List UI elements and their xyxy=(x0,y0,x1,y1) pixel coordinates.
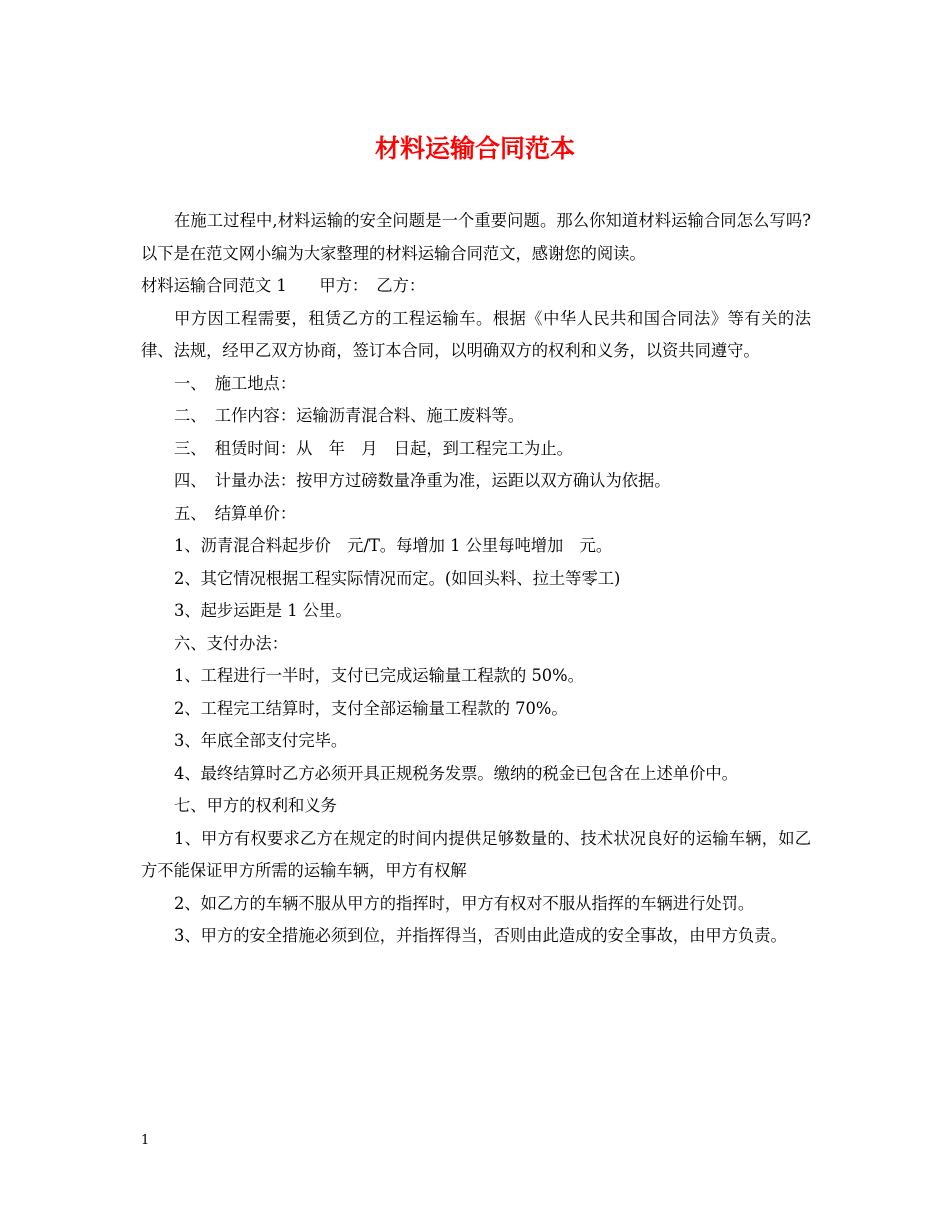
clause-1: 一、 施工地点： xyxy=(174,373,297,393)
clause-6-item-2: 2、工程完工结算时，支付全部运输量工程款的 70%。 xyxy=(174,698,568,718)
clause-2: 二、 工作内容：运输沥青混合料、施工废料等。 xyxy=(174,406,525,425)
parties-line: 材料运输合同范文 1 甲方： 乙方： xyxy=(141,276,426,295)
clause-5: 五、 结算单价： xyxy=(174,503,297,523)
clause-5-item-3: 3、起步运距是 1 公里。 xyxy=(174,601,352,620)
clause-5-item-1: 1、沥青混合料起步价 元/T。每增加 1 公里每吨增加 元。 xyxy=(174,536,613,555)
document-title: 材料运输合同范本 xyxy=(374,134,575,163)
document-body xyxy=(141,205,811,953)
preamble-paragraph: 甲方因工程需要，租赁乙方的工程运输车。根据《中华人民共和国合同法》等有关的法律、法规，经甲乙双方协商，签订本合同，以明确双方的权利和义务，以资共同遵守。 xyxy=(141,308,811,360)
clause-5-item-2: 2、其它情况根据工程实际情况而定。(如回头料、拉土等零工) xyxy=(174,568,621,588)
clause-7-item-1: 1、甲方有权要求乙方在规定的时间内提供足够数量的、技术状况良好的运输车辆，如乙方不能保证甲方所需的运输车辆，甲方有权解 xyxy=(141,828,811,880)
clause-7: 七、甲方的权利和义务 xyxy=(174,796,337,815)
intro-paragraph: 在施工过程中,材料运输的安全问题是一个重要问题。那么你知道材料运输合同怎么写吗?以下是在范文网小编为大家整理的材料运输合同范文，感谢您的阅读。 xyxy=(141,211,811,263)
clause-6-item-3: 3、年底全部支付完毕。 xyxy=(174,731,348,750)
clause-6-item-1: 1、工程进行一半时，支付已完成运输量工程款的 50%。 xyxy=(174,666,584,685)
clause-7-item-3: 3、甲方的安全措施必须到位，并指挥得当，否则由此造成的安全事故，由甲方负责。 xyxy=(174,926,787,945)
clause-7-item-2: 2、如乙方的车辆不服从甲方的指挥时，甲方有权对不服从指挥的车辆进行处罚。 xyxy=(174,893,755,913)
clause-4: 四、 计量办法：按甲方过磅数量净重为准，运距以双方确认为依据。 xyxy=(174,471,671,490)
clause-6: 六、支付办法： xyxy=(174,633,288,653)
clause-3: 三、 租赁时间：从 年 月 日起，到工程完工为止。 xyxy=(174,438,573,458)
page-number: 1 xyxy=(141,1133,150,1148)
clause-6-item-4: 4、最终结算时乙方必须开具正规税务发票。缴纳的税金已包含在上述单价中。 xyxy=(174,763,738,783)
